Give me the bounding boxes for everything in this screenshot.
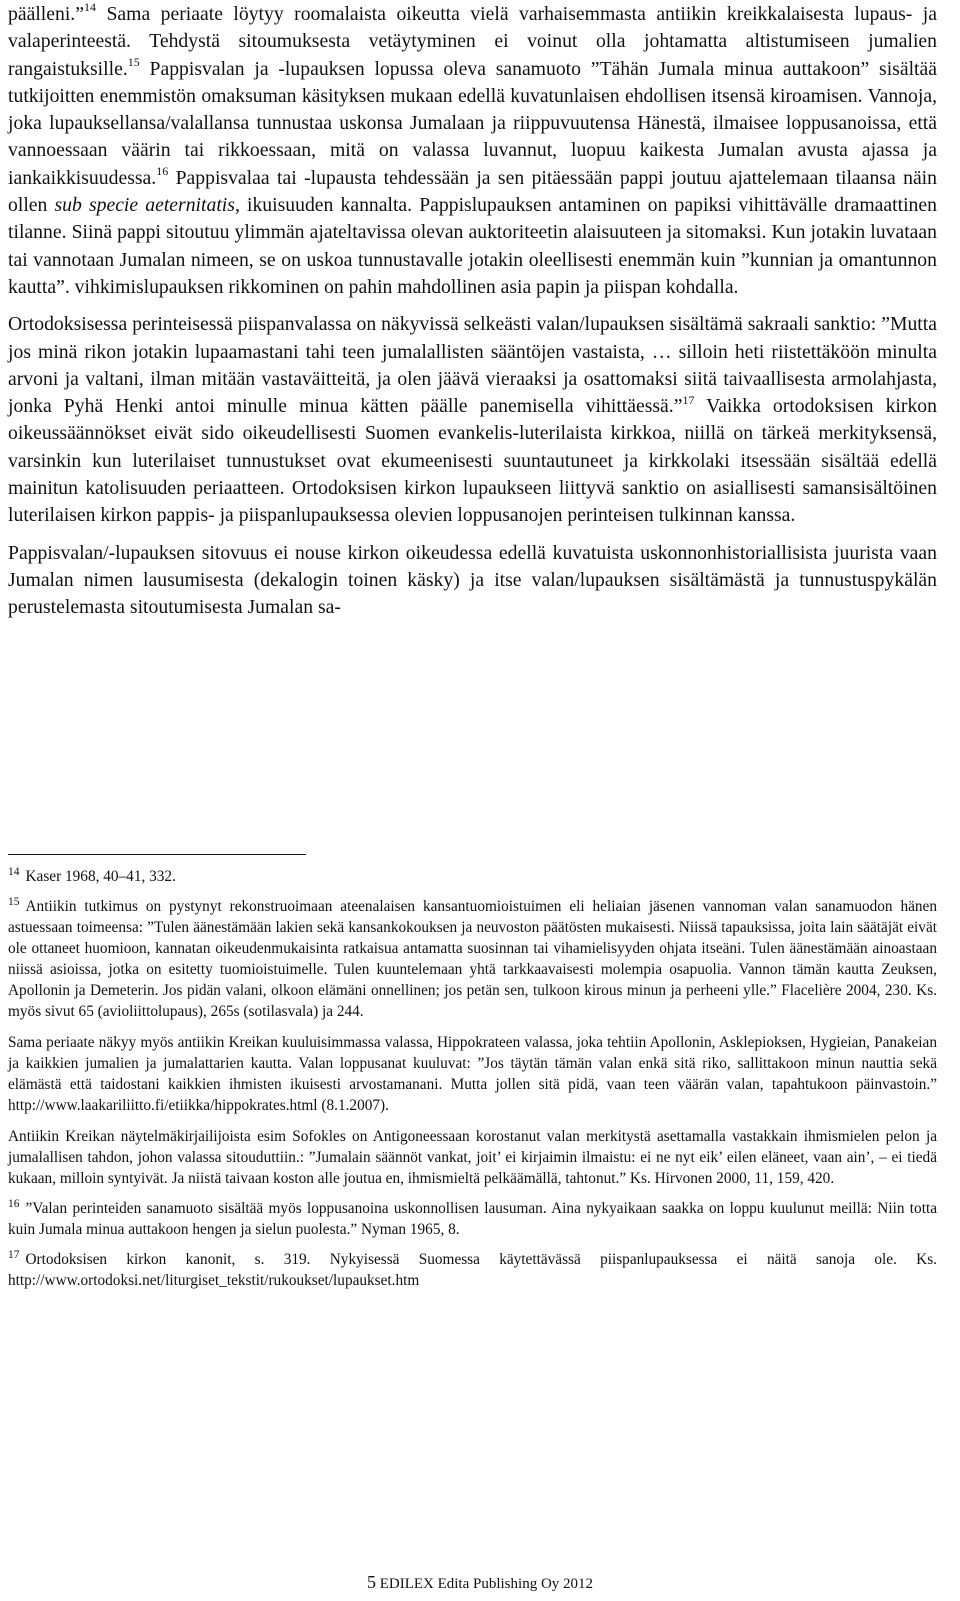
footnote-number: 16 [8, 1197, 20, 1210]
body-paragraph-3: Pappisvalan/-lupauksen sitovuus ei nouse kirkon oikeudessa edellä kuvatuista uskonnonhistoriallisista juurista vaan Jumalan nimen lausumisesta (dekalogin toinen käsky) ja itse valan/lupauksen sisältämästä ja tunnustuspykälän perustelemasta sitoutumisesta Jumalan sa- [8, 541, 937, 619]
footnote-ref-17[interactable]: 17 [682, 392, 695, 407]
body-paragraph-1 [8, 1, 937, 301]
footnotes-section [8, 866, 937, 1291]
publisher-credit: EDILEX Edita Publishing Oy 2012 [379, 1576, 594, 1592]
footnote-15-continued-sofokles: Antiikin Kreikan näytelmäkirjailijoista esim Sofokles on Antigoneessaan korostanut valan merkitystä asettamalla vastakkain ihmismielen pelon ja jumalallisen tahdon, johon valassa sitouduttiin.: ”Jumalain säännöt vankat, joit’ ei kirjaimin ilmaistu: ei ne nyt eik’ eilen eläneet, vaan ain’, – ei tiedä kukaan, milloin syntyivät. Ja niistä taivaan koston alle joutua en, ihmismieltä pelkäämällä, tahtonut.” Ks. Hirvonen 2000, 11, 159, 420. [8, 1128, 937, 1187]
text-run: päälleni.” [8, 3, 84, 25]
text-run: Vaikka ortodoksisen kirkon oikeussäännökset eivät sido oikeudellisesti Suomen evankelis-luterilaista kirkkoa, niillä on tärkeä merkityksensä, varsinkin kun luterilaiset tunnustukset ovat ekumeenisesti suuntautuneet ja kirkkolaki itsessään sisältää edellä mainitun katolisuuden periaatteen. Ortodoksisen kirkon lupaukseen liittyvä sanktio on asiallisesti samansisältöinen luterilaisen kirkon pappis- ja piispanlupauksessa olevien loppusanojen perinteisen tulkinnan kanssa. [8, 395, 937, 527]
footnote-number: 15 [8, 895, 20, 908]
text-run: Ortodoksisessa perinteisessä piispanvalassa on näkyvissä selkeästi valan/lupauksen sisältämä sakraali sanktio: ”Mutta jos minä rikon jotakin lupaamastani tahi teen jumalallisten sääntöjen vastaista, … silloin heti riistettäköön minulta arvoni ja valtani, ilman mitään vastaväitteitä, ja olen jäävä vieraaksi ja osattomaksi siitä taivaallisesta armolahjasta, jonka Pyhä Henki antoi minulle minua kätten päälle panemisella vihittäessä.” [8, 313, 937, 418]
body-paragraph-2 [8, 311, 937, 529]
footnote-text: ”Valan perinteiden sanamuoto sisältää myös loppusanoina uskonnollisen lausuman. Aina nykyaikaan saakka on loppu kuulunut meillä: Niin totta kuin Jumala minua auttakoon hengen ja sielun puolesta.” Nyman 1965, 8. [8, 1200, 937, 1238]
footnote-15 [8, 896, 937, 1022]
footnote-ref-16[interactable]: 16 [156, 164, 169, 179]
document-page [8, 0, 937, 622]
footnote-separator [8, 854, 306, 855]
footnote-15-continued-hippokrates: Sama periaate näkyy myös antiikin Kreikan kuuluisimmassa valassa, Hippokrateen valassa, joka tehtiin Apollonin, Asklepioksen, Hygieian, Panakeian ja kaikkien jumalien ja jumalattarien kautta. Valan loppusanat kuuluvat: ”Jos täytän tämän valan enkä sitä riko, sallittakoon minun nauttia sekä elämästä että taidostani kaikkien ihmisten ikuisesti arvostamanani. Mutta jollen sitä pidä, vaan teen väärän valan, tapahtukoon päinvastoin.” http://www.laakariliitto.fi/etiikka/hippokrates.html (8.1.2007). [8, 1034, 937, 1114]
footnote-text: Antiikin tutkimus on pystynyt rekonstruoimaan ateenalaisen kansantuomioistuimen eli heliaian jäsenen vannoman valan sanamuodon hänen astuessaan toimeensa: ”Tulen äänestämään lakien sekä kansankokouksen ja neuvoston päätösten mukaisesti. Niissä tapauksissa, joita lain säätäjät eivät ole ottaneet huomioon, kannatan oikeudenmukaisinta ratkaisua antamatta suosinnan tai vihamielisyyden ohjata itseäni. Tulen äänestämään ainoastaan niissä asioissa, jotka on esitetty tuomioistuimelle. Tulen kuuntelemaan yhtä tarkkaavaisesti molempia osapuolia. Vannon tämän kautta Zeuksen, Apollonin ja Demeterin. Jos pidän valani, olkoon elämäni onnellinen; jos petän sen, tulkoon kirous minun ja perheeni ylle.” Flacelière 2004, 230. Ks. myös sivut 65 (avioliittolupaus), 265s (sotilasvala) ja 244. [8, 898, 937, 1020]
text-run: , ikuisuuden kannalta. Pappislupauksen antaminen on papiksi vihittävälle dramaattinen tilanne. Siinä pappi sitoutuu ylimmän ajateltavissa olevan auktoriteetin alaisuuteen ja sitomaksi. Kun jotakin luvataan tai vannotaan Jumalan nimeen, se on uskoa tunnustavalle jotakin oleellisesti enemmän kuin ”kunnian ja omantunnon kautta”. vihkimislupauksen rikkominen on pahin mahdollinen asia papin ja piispan kohdalla. [8, 194, 937, 298]
text-run: Pappisvalan ja -lupauksen lopussa oleva sanamuoto ”Tähän Jumala minua auttakoon” sisältää tutkijoitten enemmistön omaksuman käsityksen mukaan edellä kuvatunlaisen ehdollisen itsensä kiroamisen. Vannoja, joka lupauksellansa/valallansa tunnustaa uskonsa Jumalaan ja riippuvuutensa Hänestä, ilmaisee loppusanoissa, että vannoessaan väärin tai rikkoessaan, mitä on valassa luvannut, luopuu kaikesta Jumalan avusta ajassa ja iankaikkisuudessa. [8, 57, 937, 189]
footnote-16 [8, 1198, 937, 1240]
latin-phrase: sub specie aeternitatis [54, 194, 235, 217]
footnote-text: Kaser 1968, 40–41, 332. [25, 868, 176, 885]
footnote-17 [8, 1249, 937, 1291]
text-run: Sama periaate löytyy roomalaista oikeutta vielä varhaisemmasta antiikin kreikkalaisesta lupaus- ja valaperinteestä. Tehdystä sitoumuksesta vetäytyminen ei voinut olla johtamatta altistumiseen jumalien rangaistuksille. [8, 3, 937, 80]
footnote-ref-14[interactable]: 14 [83, 0, 96, 15]
footnote-number: 17 [8, 1248, 20, 1261]
footnote-14 [8, 866, 937, 887]
footnote-ref-15[interactable]: 15 [127, 55, 140, 70]
footnote-text: Ortodoksisen kirkon kanonit, s. 319. Nykyisessä Suomessa käytettävässä piispanlupauksessa ei näitä sanoja ole. Ks. http://www.ortodoksi.net/liturgiset_tekstit/rukoukset/lupaukset.htm [8, 1251, 937, 1289]
footnote-number: 14 [8, 865, 20, 878]
page-footer [0, 1572, 960, 1593]
text-run: Pappisvalaa tai -lupausta tehdessään ja sen pitäessään pappi joutuu ajattelemaan tilaansa näin ollen [8, 166, 937, 217]
page-number: 5 [366, 1572, 376, 1592]
